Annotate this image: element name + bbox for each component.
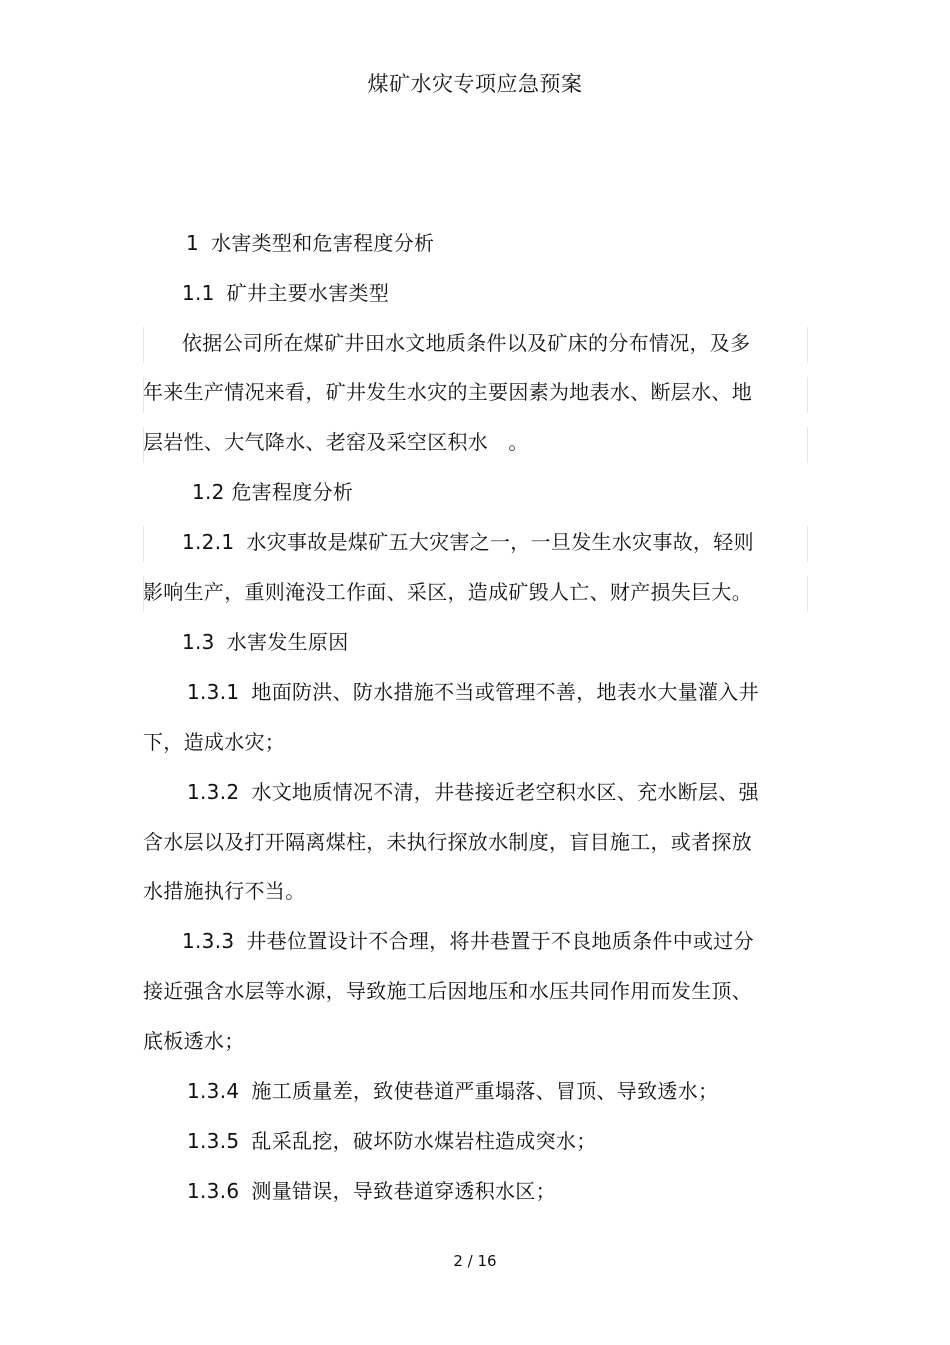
section-text: 地面防洪、防水措施不当或管理不善，地表水大量灌入井 xyxy=(251,680,759,704)
section-number: 1.1 xyxy=(182,281,215,305)
section-heading xyxy=(182,627,349,657)
section-text: 乱采乱挖，破坏防水煤岩柱造成突水； xyxy=(251,1129,597,1153)
paragraph-line xyxy=(182,527,754,557)
paragraph-line: 底板透水； xyxy=(143,1029,245,1053)
page-title: 煤矿水灾专项应急预案 xyxy=(367,72,583,96)
section-number: 1.3.2 xyxy=(187,780,240,804)
section-number: 1 xyxy=(186,231,200,255)
paragraph-line: 影响生产，重则淹没工作面、采区，造成矿毁人亡、财产损失巨大。 xyxy=(143,580,752,604)
section-text: 水灾事故是煤矿五大灾害之一，一旦发生水灾事故，轻则 xyxy=(246,530,754,554)
section-text: 井巷位置设计不合理，将井巷置于不良地质条件中或过分 xyxy=(246,929,754,953)
paragraph-line: 含水层以及打开隔离煤柱，未执行探放水制度，盲目施工，或者探放 xyxy=(143,830,752,854)
paragraph-line: 水措施执行不当。 xyxy=(143,879,306,903)
paragraph-line xyxy=(182,926,754,956)
paragraph-line: 层岩性、大气降水、老窑及采空区积水 。 xyxy=(143,430,529,454)
section-heading: 1.2 危害程度分析 xyxy=(192,480,354,504)
paragraph-line xyxy=(187,1176,556,1206)
section-number: 1.2.1 xyxy=(182,530,235,554)
section-text: 水文地质情况不清，井巷接近老空积水区、充水断层、强 xyxy=(251,780,759,804)
section-number: 1.3 xyxy=(182,630,215,654)
paragraph-line: 年来生产情况来看，矿井发生水灾的主要因素为地表水、断层水、地 xyxy=(143,380,752,404)
section-number: 1.3.5 xyxy=(187,1129,240,1153)
paragraph-line xyxy=(187,677,759,707)
paragraph-line: 依据公司所在煤矿井田水文地质条件以及矿床的分布情况，及多 xyxy=(182,331,751,355)
section-number: 1.3.4 xyxy=(187,1079,240,1103)
section-number: 1.3.1 xyxy=(187,680,240,704)
section-text: 水害类型和危害程度分析 xyxy=(211,231,435,255)
paragraph-line: 接近强含水层等水源，导致施工后因地压和水压共同作用而发生顶、 xyxy=(143,979,752,1003)
section-number: 1.3.3 xyxy=(182,929,235,953)
section-heading xyxy=(186,228,434,258)
section-number: 1.3.6 xyxy=(187,1179,240,1203)
section-text: 水害发生原因 xyxy=(226,630,349,654)
paragraph-line xyxy=(187,1126,597,1156)
page-number: 2 / 16 xyxy=(453,1252,497,1270)
section-text: 施工质量差，致使巷道严重塌落、冒顶、导致透水； xyxy=(251,1079,719,1103)
section-text: 测量错误，导致巷道穿透积水区； xyxy=(251,1179,556,1203)
section-heading xyxy=(182,278,389,308)
section-text: 矿井主要水害类型 xyxy=(226,281,390,305)
paragraph-line: 下，造成水灾； xyxy=(143,730,286,754)
paragraph-line xyxy=(187,777,759,807)
paragraph-line xyxy=(187,1076,718,1106)
